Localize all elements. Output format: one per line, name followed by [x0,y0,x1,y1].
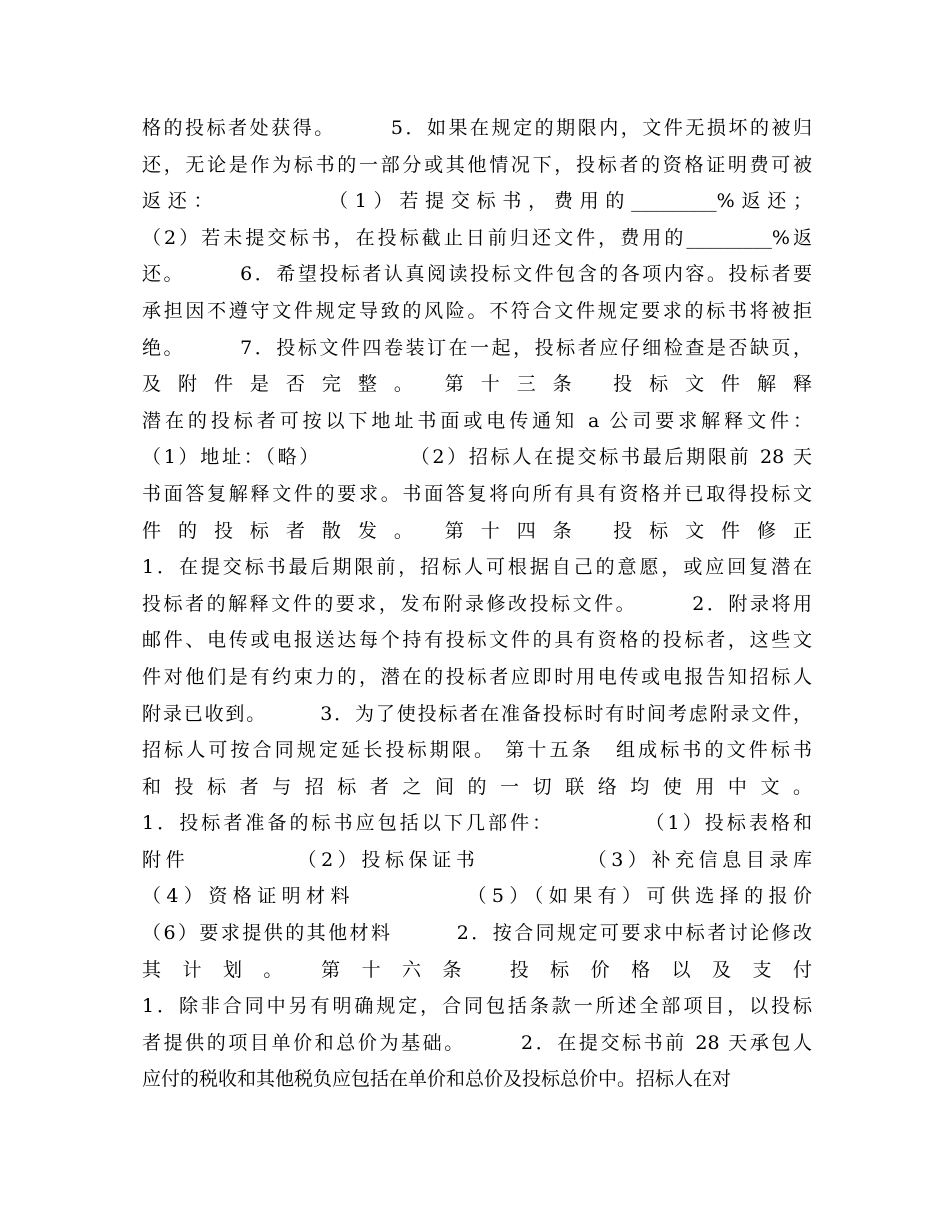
text-line: 和 投 标 者 与 招 标 者 之 间 的 一 切 联 络 均 使 用 中 文 。 [142,775,812,798]
text-line: 件对他们是有约束力的，潜在的投标者应即时用电传或电报告知招标人 [142,665,812,688]
text-line: （6）要求提供的其他材料 2．按合同规定可要求中标者讨论修改 [142,922,812,945]
text-line: 还，无论是作为标书的一部分或其他情况下，投标者的资格证明费可被 [142,153,812,176]
text-line: （2）若未提交标书，在投标截止日前归还文件，费用的_________%返 [142,226,812,249]
text-line: 投标者的解释文件的要求，发布附录修改投标文件。 2．附录将用 [142,592,812,615]
text-line: 还。 6．希望投标者认真阅读投标文件包含的各项内容。投标者要 [142,263,812,286]
text-line: 附件 （2）投标保证书 （3）补充信息目录库 [142,848,812,871]
body-text [142,110,812,1098]
text-line: 1．除非合同中另有明确规定，合同包括条款一所述全部项目，以投标 [142,995,812,1018]
text-line: 格的投标者处获得。 5．如果在规定的期限内，文件无损坏的被归 [142,117,812,139]
text-line: 邮件、电传或电报送达每个持有投标文件的具有资格的投标者，这些文 [142,629,812,652]
text-line: 招标人可按合同规定延长投标期限。 第十五条 组成标书的文件标书 [142,739,812,762]
text-line: 潜在的投标者可按以下地址书面或电传通知 a 公司要求解释文件： [142,409,812,432]
text-line: 1．投标者准备的标书应包括以下几部件： （1）投标表格和 [142,812,812,835]
text-line: 返还： （1）若提交标书，费用的_________%返还； [142,190,812,213]
text-line: 附录已收到。 3．为了使投标者在准备投标时有时间考虑附录文件， [142,702,812,725]
text-line: 应付的税收和其他税负应包括在单价和总价及投标总价中。招标人在对 [142,1068,732,1091]
text-line: 及 附 件 是 否 完 整 。 第 十 三 条 投 标 文 件 解 释 [142,373,812,396]
text-line: 1．在提交标书最后期限前，招标人可根据自己的意愿，或应回复潜在 [142,556,812,579]
text-line: 件 的 投 标 者 散 发 。 第 十 四 条 投 标 文 件 修 正 [142,519,812,542]
text-line: 其 计 划 。 第 十 六 条 投 标 价 格 以 及 支 付 [142,958,812,981]
text-line: （4）资格证明材料 （5）（如果有）可供选择的报价 [142,885,812,908]
text-line: 绝。 7．投标文件四卷装订在一起，投标者应仔细检查是否缺页， [142,336,812,359]
text-line: （1）地址：（略） （2）招标人在提交标书最后期限前 28 天 [142,446,812,469]
text-line: 承担因不遵守文件规定导致的风险。不符合文件规定要求的标书将被拒 [142,299,812,322]
text-line: 书面答复解释文件的要求。书面答复将向所有具有资格并已取得投标文 [142,482,812,505]
text-line: 者提供的项目单价和总价为基础。 2．在提交标书前 28 天承包人 [142,1031,812,1054]
